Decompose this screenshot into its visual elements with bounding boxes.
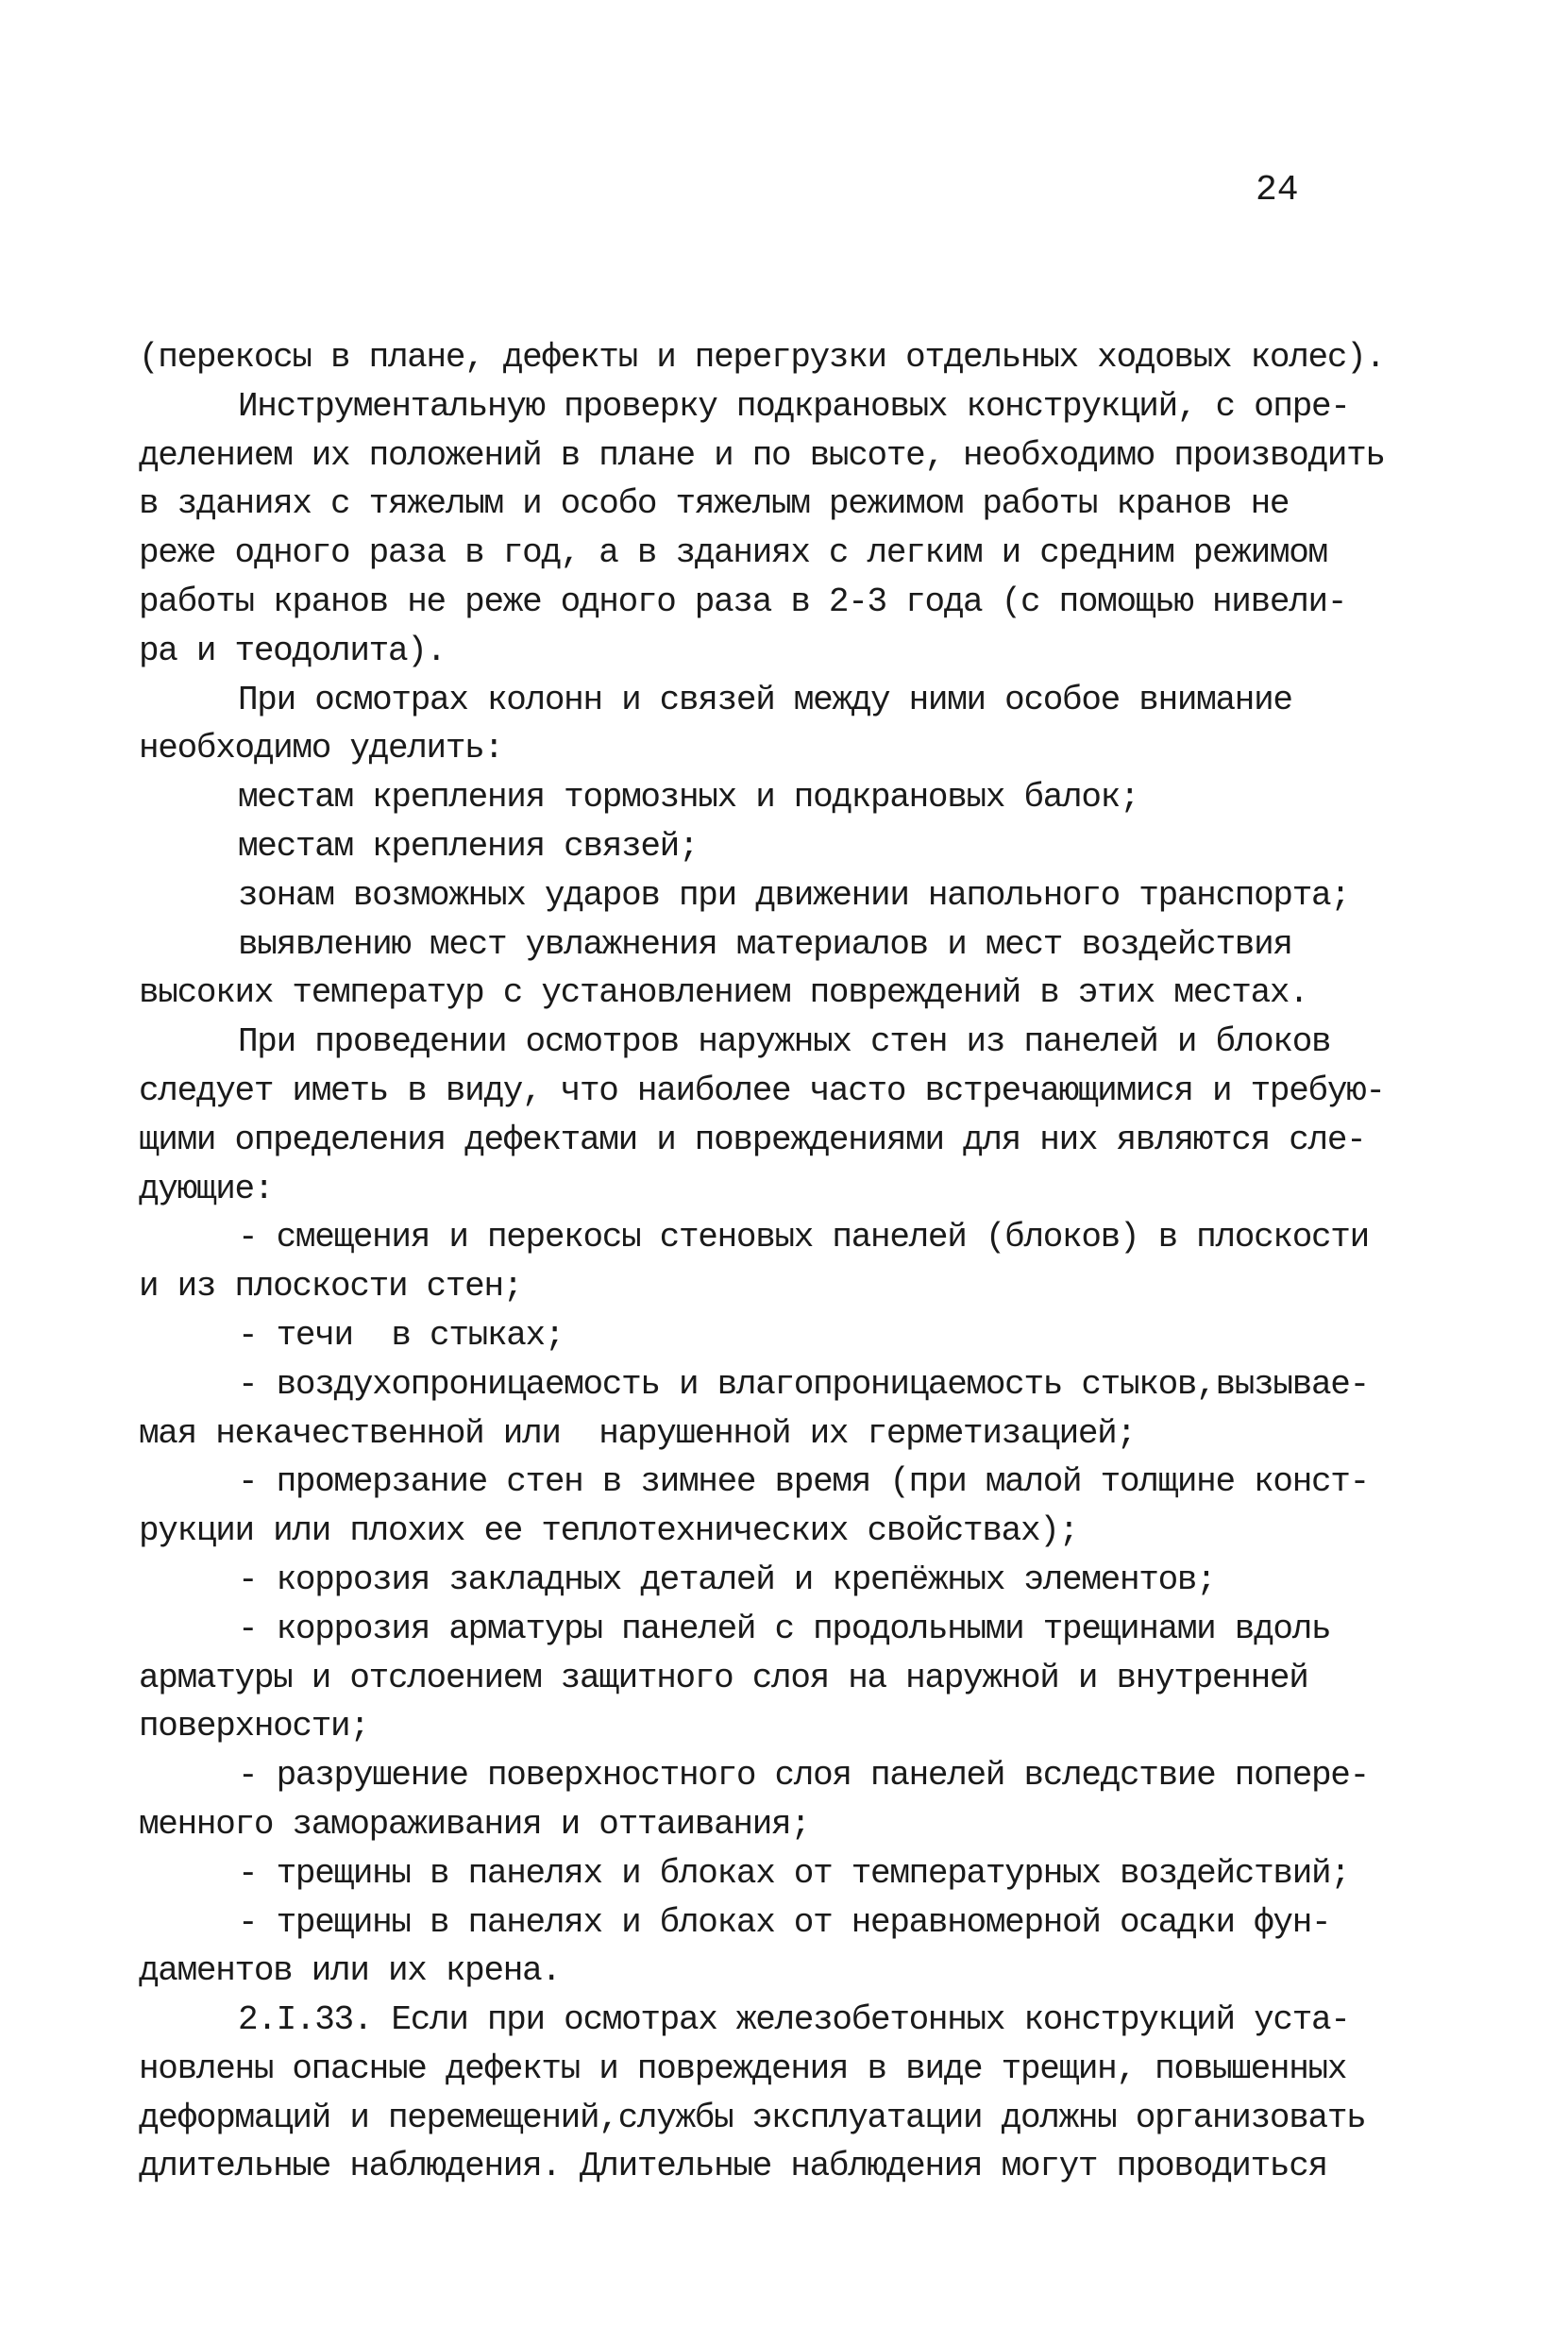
text-line: При осмотрах колонн и связей между ними особое внимание: [238, 680, 1292, 719]
text-line: - промерзание стен в зимнее время (при малой толщине конст-: [238, 1462, 1369, 1502]
text-line: рукции или плохих ее теплотехнических свойствах);: [139, 1511, 1078, 1551]
text-line: Инструментальную проверку подкрановых конструкций, с опре-: [238, 386, 1350, 426]
text-line: местам крепления тормозных и подкрановых балок;: [238, 778, 1139, 818]
text-line: необходимо уделить:: [139, 729, 503, 768]
text-line: длительные наблюдения. Длительные наблюдения могут проводиться: [139, 2147, 1327, 2186]
text-line: реже одного раза в год, а в зданиях с легким и средним режимом: [139, 533, 1327, 573]
text-line: - разрушение поверхностного слоя панелей вследствие попере-: [238, 1756, 1369, 1796]
text-line: новлены опасные дефекты и повреждения в виде трещин, повышенных: [139, 2049, 1347, 2088]
text-line: выявлению мест увлажнения материалов и мест воздействия: [238, 924, 1292, 964]
text-line: При проведении осмотров наружных стен из панелей и блоков: [238, 1022, 1331, 1062]
text-line: дующие:: [139, 1169, 274, 1208]
text-line: - трещины в панелях и блоках от неравномерной осадки фун-: [238, 1902, 1331, 1942]
text-line: местам крепления связей;: [238, 826, 699, 866]
text-line: в зданиях с тяжелым и особо тяжелым режимом работы кранов не: [139, 484, 1290, 524]
text-line: - коррозия арматуры панелей с продольными трещинами вдоль: [238, 1609, 1331, 1648]
text-line: - трещины в панелях и блоках от температурных воздействий;: [238, 1853, 1350, 1893]
text-line: 2.I.33. Если при осмотрах железобетонных конструкций уста-: [238, 2000, 1350, 2040]
text-line: арматуры и отслоением защитного слоя на наружной и внутренней: [139, 1658, 1308, 1697]
body-text: [139, 333, 1460, 2191]
text-line: - смещения и перекосы стеновых панелей (блоков) в плоскости: [238, 1218, 1369, 1257]
text-line: делением их положений в плане и по высоте, необходимо производить: [139, 435, 1385, 475]
text-line: - коррозия закладных деталей и крепёжных элементов;: [238, 1560, 1216, 1599]
text-line: щими определения дефектами и повреждениями для них являются сле-: [139, 1120, 1366, 1159]
text-line: зонам возможных ударов при движении напольного транспорта;: [238, 875, 1350, 915]
text-line: поверхности;: [139, 1707, 369, 1746]
text-line: менного замораживания и оттаивания;: [139, 1804, 810, 1844]
text-line: следует иметь в виду, что наиболее часто встречающимися и требую-: [139, 1071, 1385, 1110]
page-number: 24: [1256, 170, 1299, 211]
text-line: работы кранов не реже одного раза в 2-3 года (с помощью нивели-: [139, 582, 1347, 621]
text-line: - воздухопроницаемость и влагопроницаемость стыков,вызывае-: [238, 1364, 1369, 1404]
text-line: мая некачественной или нарушенной их герметизацией;: [139, 1413, 1136, 1453]
text-line: высоких температур с установлением повреждений в этих местах.: [139, 973, 1308, 1013]
text-line: даментов или их крена.: [139, 1951, 561, 1991]
text-line: и из плоскости стен;: [139, 1267, 523, 1307]
text-line: деформаций и перемещений,службы эксплуатации должны организовать: [139, 2098, 1366, 2137]
text-line: ра и теодолита).: [139, 631, 446, 670]
text-line: (перекосы в плане, дефекты и перегрузки отдельных ходовых колес).: [139, 338, 1385, 377]
text-line: - течи в стыках;: [238, 1315, 565, 1355]
